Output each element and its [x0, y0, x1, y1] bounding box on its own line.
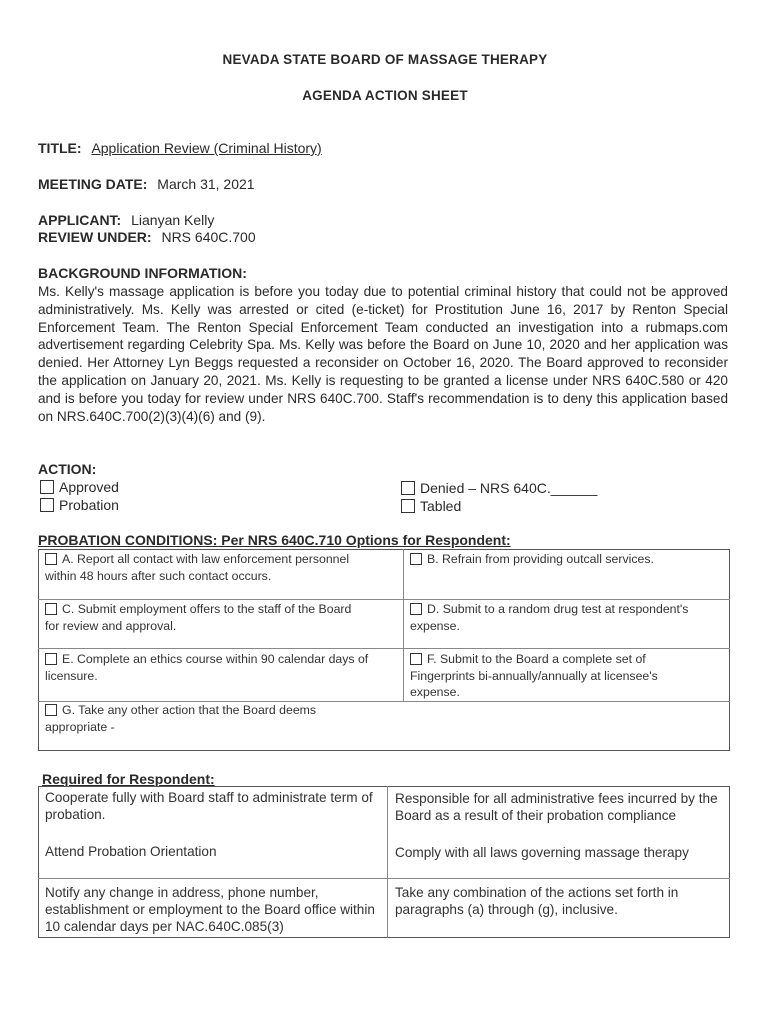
- table-divider: [387, 786, 388, 938]
- required-heading: Required for Respondent:: [42, 771, 215, 787]
- action-approved-option[interactable]: [40, 479, 119, 495]
- review-under-value: NRS 640C.700: [161, 229, 256, 245]
- review-under-field: [38, 229, 256, 245]
- condition-c-checkbox[interactable]: [45, 603, 57, 615]
- condition-g-text: G. Take any other action that the Board deems appropriate -: [45, 703, 317, 734]
- table-divider: [403, 549, 404, 701]
- background-label: BACKGROUND INFORMATION:: [38, 265, 247, 281]
- condition-b-text: B. Refrain from providing outcall services.: [427, 552, 654, 566]
- background-text: Ms. Kelly's massage application is before you today due to potential criminal history that could not be approved administratively. Ms. Kelly was arrested or cited (e-ticket) for Prostitution June 16, 2017 by Renton Special Enforcement Team. The Renton Special Enforcement Team conducted an investigation into a rubmaps.com advertisement regarding Celebrity Spa. Ms. Kelly was before the Board on June 10, 2020 and her application was denied. Her Attorney Lyn Beggs requested a reconsider on October 16, 2020. The Board approved to reconsider the application on January 20, 2021. Ms. Kelly is requesting to be granted a license under NRS 640C.580 or 420 and is before you today for review under NRS 640C.700. Staff's recommendation is to deny this application based on NRS.640C.700(2)(3)(4)(6) and (9).: [38, 284, 728, 424]
- action-denied-option[interactable]: [401, 480, 597, 496]
- applicant-label: APPLICANT:: [38, 212, 122, 228]
- review-under-label: REVIEW UNDER:: [38, 229, 152, 245]
- required-item-3: Attend Probation Orientation: [45, 844, 217, 859]
- action-tabled-option[interactable]: [401, 498, 461, 514]
- condition-d[interactable]: [410, 601, 728, 634]
- condition-a-checkbox[interactable]: [45, 553, 57, 565]
- condition-a[interactable]: [45, 551, 375, 584]
- condition-e[interactable]: [45, 651, 375, 684]
- probation-checkbox[interactable]: [40, 498, 54, 512]
- approved-label: Approved: [59, 479, 119, 495]
- denied-label: Denied – NRS 640C.______: [420, 480, 598, 496]
- condition-f-text: F. Submit to the Board a complete set of Fingerprints bi-annually/annually at licensee's expense.: [410, 652, 658, 699]
- probation-label: Probation: [59, 497, 119, 513]
- condition-d-checkbox[interactable]: [410, 603, 422, 615]
- condition-a-text: A. Report all contact with law enforcement personnel within 48 hours after such contact occurs.: [45, 552, 350, 583]
- meeting-date-label: MEETING DATE:: [38, 176, 148, 192]
- condition-f[interactable]: [410, 651, 710, 701]
- title-label: TITLE:: [38, 140, 82, 156]
- required-item-6: Take any combination of the actions set forth in paragraphs (a) through (g), inclusive.: [395, 885, 679, 917]
- required-item-4: Comply with all laws governing massage therapy: [395, 845, 689, 860]
- required-item-1: Cooperate fully with Board staff to administrate term of probation.: [45, 790, 373, 822]
- meeting-date-field: [38, 176, 255, 192]
- condition-c[interactable]: [45, 601, 365, 634]
- board-name-heading: NEVADA STATE BOARD OF MASSAGE THERAPY: [222, 52, 548, 67]
- title-field: [38, 140, 322, 156]
- applicant-field: [38, 212, 214, 228]
- title-value: Application Review (Criminal History): [91, 140, 322, 156]
- condition-g-checkbox[interactable]: [45, 704, 57, 716]
- condition-d-text: D. Submit to a random drug test at respondent's expense.: [410, 602, 689, 633]
- tabled-label: Tabled: [420, 498, 462, 514]
- condition-f-checkbox[interactable]: [410, 653, 422, 665]
- table-divider: [38, 648, 730, 649]
- applicant-value: Lianyan Kelly: [131, 212, 215, 228]
- table-divider: [38, 599, 730, 600]
- required-item-2: Responsible for all administrative fees incurred by the Board as a result of their probation compliance: [395, 791, 718, 823]
- sheet-title-heading: AGENDA ACTION SHEET: [302, 88, 468, 103]
- required-item-5: Notify any change in address, phone number, establishment or employment to the Board office within 10 calendar days per NAC.640C.085(3): [45, 885, 375, 934]
- probation-conditions-heading: PROBATION CONDITIONS: Per NRS 640C.710 Options for Respondent:: [38, 532, 511, 548]
- action-probation-option[interactable]: [40, 497, 119, 513]
- condition-e-text: E. Complete an ethics course within 90 calendar days of licensure.: [45, 652, 369, 683]
- meeting-date-value: March 31, 2021: [157, 176, 255, 192]
- tabled-checkbox[interactable]: [401, 499, 415, 513]
- denied-checkbox[interactable]: [401, 481, 415, 495]
- condition-b-checkbox[interactable]: [410, 553, 422, 565]
- condition-g[interactable]: [45, 702, 365, 735]
- condition-c-text: C. Submit employment offers to the staff of the Board for review and approval.: [45, 602, 352, 633]
- action-label: ACTION:: [38, 461, 97, 477]
- approved-checkbox[interactable]: [40, 480, 54, 494]
- table-divider: [38, 878, 730, 879]
- condition-b[interactable]: [410, 551, 722, 568]
- condition-e-checkbox[interactable]: [45, 653, 57, 665]
